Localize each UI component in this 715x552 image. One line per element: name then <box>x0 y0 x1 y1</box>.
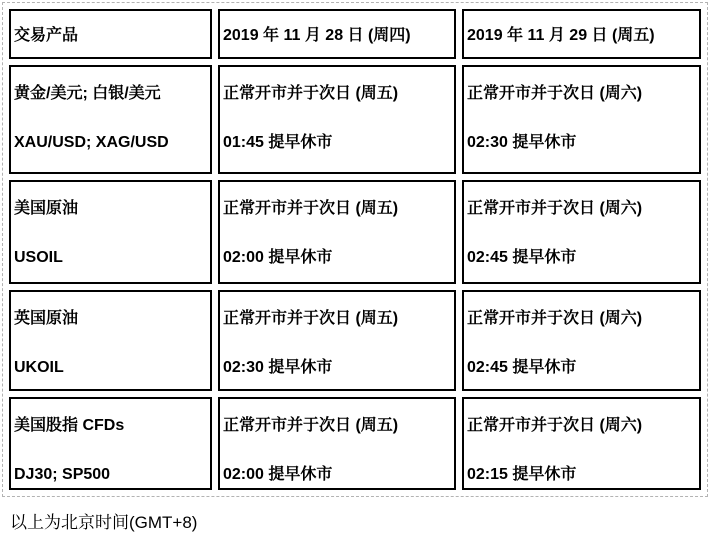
schedule-cell-content <box>467 292 696 378</box>
table-row-us-indices <box>9 397 701 490</box>
product-cell-content <box>14 182 207 268</box>
product-cell-content <box>14 292 207 378</box>
schedule-status: 正常开市并于次日 (周五) <box>223 310 399 327</box>
header-cell-day2 <box>462 9 701 59</box>
product-symbols: XAU/USD; XAG/USD <box>14 134 169 151</box>
schedule-cell-content <box>467 399 696 485</box>
schedule-status: 正常开市并于次日 (周六) <box>467 310 643 327</box>
schedule-time: 02:15 提早休市 <box>467 466 577 483</box>
schedule-time: 02:00 提早休市 <box>223 466 333 483</box>
product-symbols: USOIL <box>14 249 63 266</box>
schedule-cell-day1 <box>218 397 456 490</box>
schedule-status: 正常开市并于次日 (周五) <box>223 200 399 217</box>
schedule-cell-day1 <box>218 65 456 174</box>
product-cell <box>9 397 212 490</box>
schedule-cell-content <box>223 67 451 153</box>
schedule-status: 正常开市并于次日 (周六) <box>467 200 643 217</box>
schedule-status: 正常开市并于次日 (周五) <box>223 417 399 434</box>
product-name: 美国原油 <box>14 200 79 217</box>
schedule-cell-content <box>223 399 451 485</box>
header-label-product: 交易产品 <box>14 27 79 44</box>
header-cell-product <box>9 9 212 59</box>
schedule-status: 正常开市并于次日 (周五) <box>223 85 399 102</box>
product-name: 黄金/美元; 白银/美元 <box>14 85 161 102</box>
product-cell <box>9 290 212 391</box>
schedule-cell-content <box>467 182 696 268</box>
schedule-time: 02:30 提早休市 <box>467 134 577 151</box>
timezone-note: 以上为北京时间(GMT+8) <box>10 513 198 532</box>
header-label-day1: 2019 年 11 月 28 日 (周四) <box>223 27 411 44</box>
schedule-cell-content <box>223 292 451 378</box>
schedule-status: 正常开市并于次日 (周六) <box>467 417 643 434</box>
schedule-time: 02:30 提早休市 <box>223 359 333 376</box>
schedule-cell-day2 <box>462 65 701 174</box>
schedule-time: 02:00 提早休市 <box>223 249 333 266</box>
table-row-gold-silver <box>9 65 701 174</box>
schedule-time: 02:45 提早休市 <box>467 359 577 376</box>
market-hours-table <box>2 2 708 497</box>
table-header-row <box>9 9 701 59</box>
product-name: 美国股指 CFDs <box>14 417 125 434</box>
table-row-ukoil <box>9 290 701 391</box>
product-symbols: DJ30; SP500 <box>14 466 111 483</box>
schedule-cell-day1 <box>218 290 456 391</box>
schedule-time: 02:45 提早休市 <box>467 249 577 266</box>
schedule-cell-content <box>467 67 696 153</box>
product-cell <box>9 65 212 174</box>
product-symbols: UKOIL <box>14 359 64 376</box>
schedule-cell-day1 <box>218 180 456 284</box>
schedule-cell-day2 <box>462 397 701 490</box>
schedule-cell-day2 <box>462 290 701 391</box>
product-cell-content <box>14 399 207 485</box>
product-cell-content <box>14 67 207 153</box>
product-cell <box>9 180 212 284</box>
schedule-status: 正常开市并于次日 (周六) <box>467 85 643 102</box>
product-name: 英国原油 <box>14 310 79 327</box>
header-cell-day1 <box>218 9 456 59</box>
table-row-usoil <box>9 180 701 284</box>
schedule-cell-day2 <box>462 180 701 284</box>
header-label-day2: 2019 年 11 月 29 日 (周五) <box>467 27 655 44</box>
schedule-time: 01:45 提早休市 <box>223 134 333 151</box>
schedule-cell-content <box>223 182 451 268</box>
